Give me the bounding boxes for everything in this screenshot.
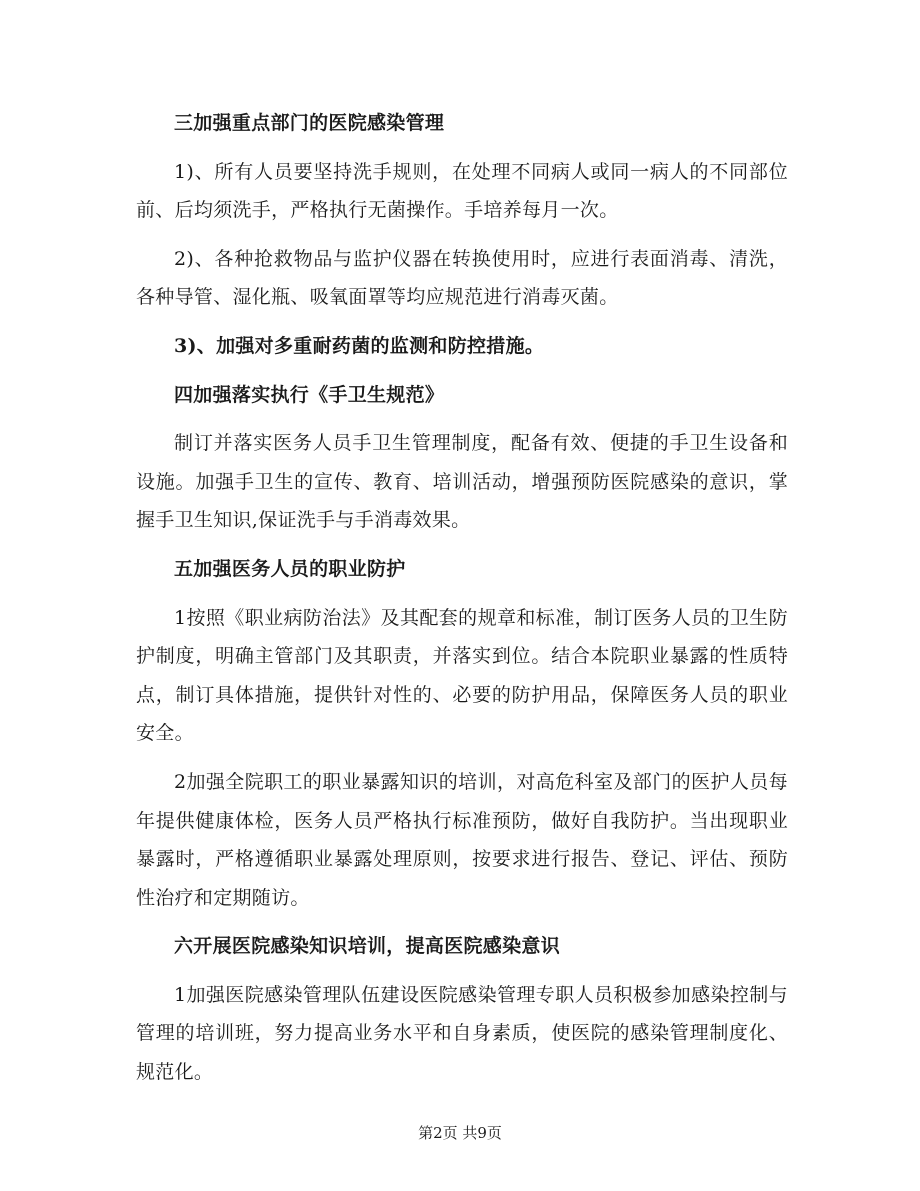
section-heading-3: 三加强重点部门的医院感染管理 — [174, 112, 445, 134]
paragraph: 1)、所有人员要坚持洗手规则，在处理不同病人或同一病人的不同部位前、后均须洗手，严格执行无菌操作。手培养每月一次。 — [136, 160, 788, 222]
paragraph: 2)、各种抢救物品与监护仪器在转换使用时，应进行表面消毒、清洗，各种导管、湿化瓶、吸氧面罩等均应规范进行消毒灭菌。 — [136, 247, 788, 309]
spacer — [136, 753, 788, 763]
paragraph: 2加强全院职工的职业暴露知识的培训，对高危科室及部门的医护人员每年提供健康体检，医务人员严格执行标准预防，做好自我防护。当出现职业暴露时，严格遵循职业暴露处理原则，按要求进行报告、登记、评估、预防性治疗和定期随访。 — [136, 770, 788, 909]
spacer — [136, 589, 788, 599]
section-heading-5: 五加强医务人员的职业防护 — [174, 557, 406, 580]
section-heading-6: 六开展医院感染知识培训，提高医院感染意识 — [174, 935, 561, 958]
spacer — [136, 966, 788, 976]
paragraph: 1按照《职业病防治法》及其配套的规章和标准，制订医务人员的卫生防护制度，明确主管部门及其职责，并落实到位。结合本院职业暴露的性质特点，制订具体措施，提供针对性的、必要的防护用品，保障医务人员的职业安全。 — [136, 606, 788, 745]
spacer — [136, 317, 788, 327]
paragraph: 1加强医院感染管理队伍建设医院感染管理专职人员积极参加感染控制与管理的培训班，努力提高业务水平和自身素质，使医院的感染管理制度化、规范化。 — [136, 983, 788, 1084]
section-heading-4: 四加强落实执行《手卫生规范》 — [174, 383, 445, 406]
document-body — [136, 104, 788, 1092]
spacer — [136, 540, 788, 550]
spacer — [136, 143, 788, 153]
subsection-heading: 3)、加强对多重耐药菌的监测和防控措施。 — [174, 334, 545, 357]
spacer — [136, 230, 788, 240]
page-number: 第2页 共9页 — [418, 1124, 502, 1142]
spacer — [136, 414, 788, 424]
paragraph: 制订并落实医务人员手卫生管理制度，配备有效、便捷的手卫生设备和设施。加强手卫生的宣传、教育、培训活动，增强预防医院感染的意识，掌握手卫生知识,保证洗手与手消毒效果。 — [136, 432, 788, 532]
spacer — [136, 917, 788, 927]
spacer — [136, 366, 788, 376]
